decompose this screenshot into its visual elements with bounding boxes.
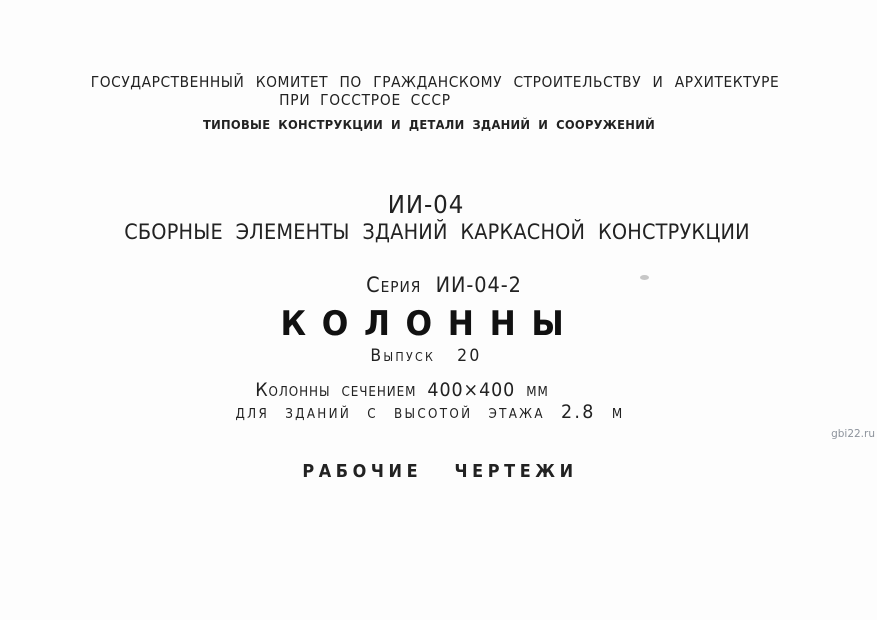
description-line2: для зданий с высотой этажа 2.8 м: [235, 401, 625, 423]
organization-name-line1: ГОСУДАРСТВЕННЫЙ КОМИТЕТ ПО ГРАЖДАНСКОМУ СТРОИТЕЛЬСТВУ И АРХИТЕКТУРЕ: [90, 73, 780, 91]
description-line1: Колонны сечением 400×400 мм: [255, 379, 549, 401]
document-type-label: РАБОЧИЕ ЧЕРТЕЖИ: [302, 462, 578, 482]
collection-subtitle: ТИПОВЫЕ КОНСТРУКЦИИ И ДЕТАЛИ ЗДАНИЙ И СООРУЖЕНИЙ: [202, 117, 656, 132]
series-name: СБОРНЫЕ ЭЛЕМЕНТЫ ЗДАНИЙ КАРКАСНОЙ КОНСТРУКЦИИ: [124, 220, 750, 244]
series-number-line: Серия ИИ-04-2: [366, 273, 522, 297]
series-code: ИИ-04: [387, 190, 465, 219]
issue-number: Выпуск 20: [370, 346, 482, 366]
organization-name-line2: ПРИ ГОССТРОЕ СССР: [279, 91, 451, 109]
page-title: КОЛОННЫ: [280, 304, 580, 344]
site-watermark: gbi22.ru: [831, 428, 875, 440]
scan-artifact-speck: [640, 275, 649, 280]
